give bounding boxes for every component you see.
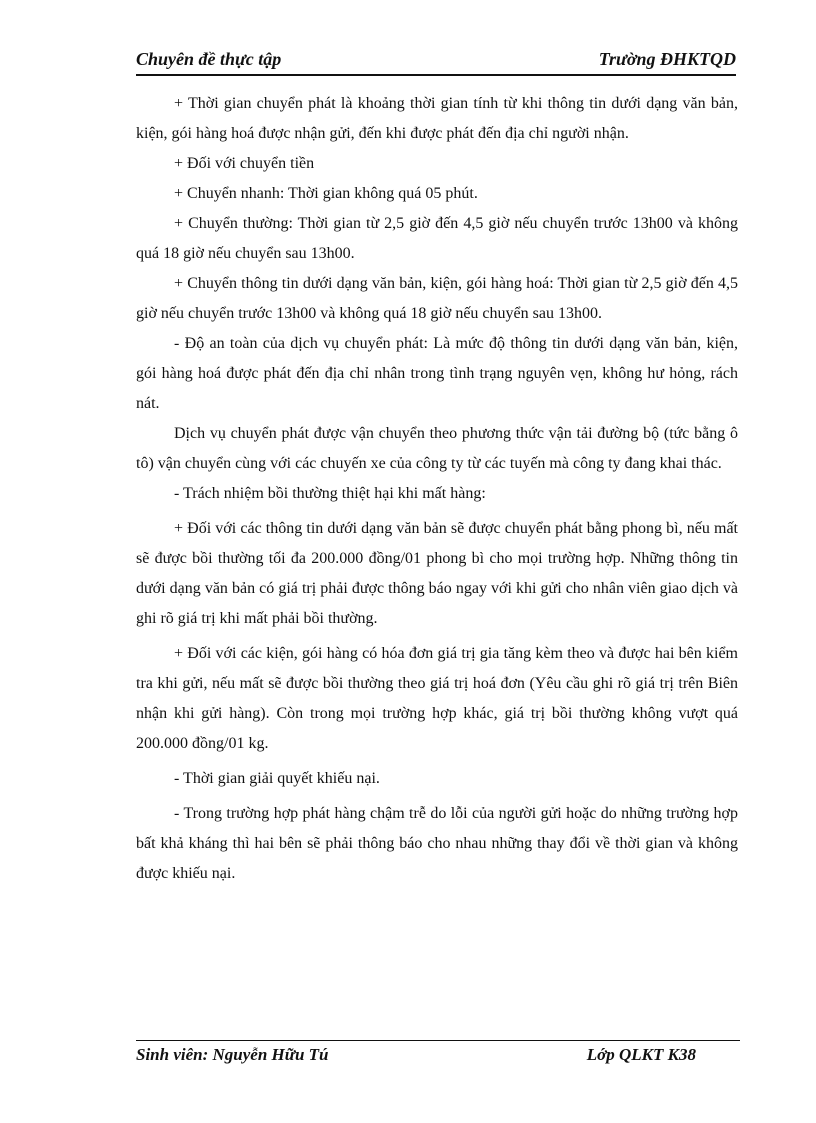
paragraph: + Thời gian chuyển phát là khoảng thời gian tính từ khi thông tin dưới dạng văn bản, kiện, gói hàng hoá được nhận gửi, đến khi được phát đến địa chỉ người nhận. xyxy=(136,95,738,142)
paragraph: - Trong trường hợp phát hàng chậm trễ do lỗi của người gửi hoặc do những trường hợp bất khả kháng thì hai bên sẽ phải thông báo cho nhau những thay đổi về thời gian và không được khiếu nại. xyxy=(136,805,738,882)
header-title: Chuyên đề thực tập xyxy=(136,49,282,69)
paragraph: + Chuyển thông tin dưới dạng văn bản, kiện, gói hàng hoá: Thời gian từ 2,5 giờ đến 4,5 giờ nếu chuyển trước 13h00 và không quá 18 giờ nếu chuyển sau 13h00. xyxy=(136,275,738,322)
paragraph: - Trách nhiệm bồi thường thiệt hại khi mất hàng: xyxy=(174,485,486,502)
document-body xyxy=(136,89,738,889)
paragraph: + Đối với các thông tin dưới dạng văn bản sẽ được chuyển phát bằng phong bì, nếu mất sẽ được bồi thường tối đa 200.000 đồng/01 phong bì cho mọi trường hợp. Những thông tin dưới dạng văn bản có giá trị phải được thông báo ngay với khi gửi cho nhân viên giao dịch và ghi rõ giá trị khi mất phải bồi thường. xyxy=(136,520,738,627)
paragraph: + Đối với các kiện, gói hàng có hóa đơn giá trị gia tăng kèm theo và được hai bên kiểm tra khi gửi, nếu mất sẽ được bồi thường theo giá trị hoá đơn (Yêu cầu ghi rõ giá trị trên Biên nhận khi gửi hàng). Còn trong mọi trường hợp khác, giá trị bồi thường không vượt quá 200.000 đồng/01 kg. xyxy=(136,645,738,752)
paragraph: - Thời gian giải quyết khiếu nại. xyxy=(174,770,380,787)
paragraph: - Độ an toàn của dịch vụ chuyển phát: Là mức độ thông tin dưới dạng văn bản, kiện, gói hàng hoá được phát đến địa chỉ nhân trong tình trạng nguyên vẹn, không hư hỏng, rách nát. xyxy=(136,335,738,412)
page-footer xyxy=(136,1045,696,1067)
paragraph: Dịch vụ chuyển phát được vận chuyển theo phương thức vận tải đường bộ (tức bằng ô tô) vận chuyển cùng với các chuyến xe của công ty từ các tuyến mà công ty đang khai thác. xyxy=(136,425,738,472)
paragraph: + Chuyển nhanh: Thời gian không quá 05 phút. xyxy=(174,185,478,202)
page-header xyxy=(136,48,736,76)
paragraph: + Chuyển thường: Thời gian từ 2,5 giờ đến 4,5 giờ nếu chuyển trước 13h00 và không quá 18 giờ nếu chuyển sau 13h00. xyxy=(136,215,738,262)
header-school: Trường ĐHKTQD xyxy=(598,49,736,69)
footer-class: Lớp QLKT K38 xyxy=(586,1045,696,1064)
footer-divider xyxy=(136,1040,740,1041)
paragraph: + Đối với chuyển tiền xyxy=(174,155,315,172)
footer-student: Sinh viên: Nguyễn Hữu Tú xyxy=(136,1045,329,1064)
